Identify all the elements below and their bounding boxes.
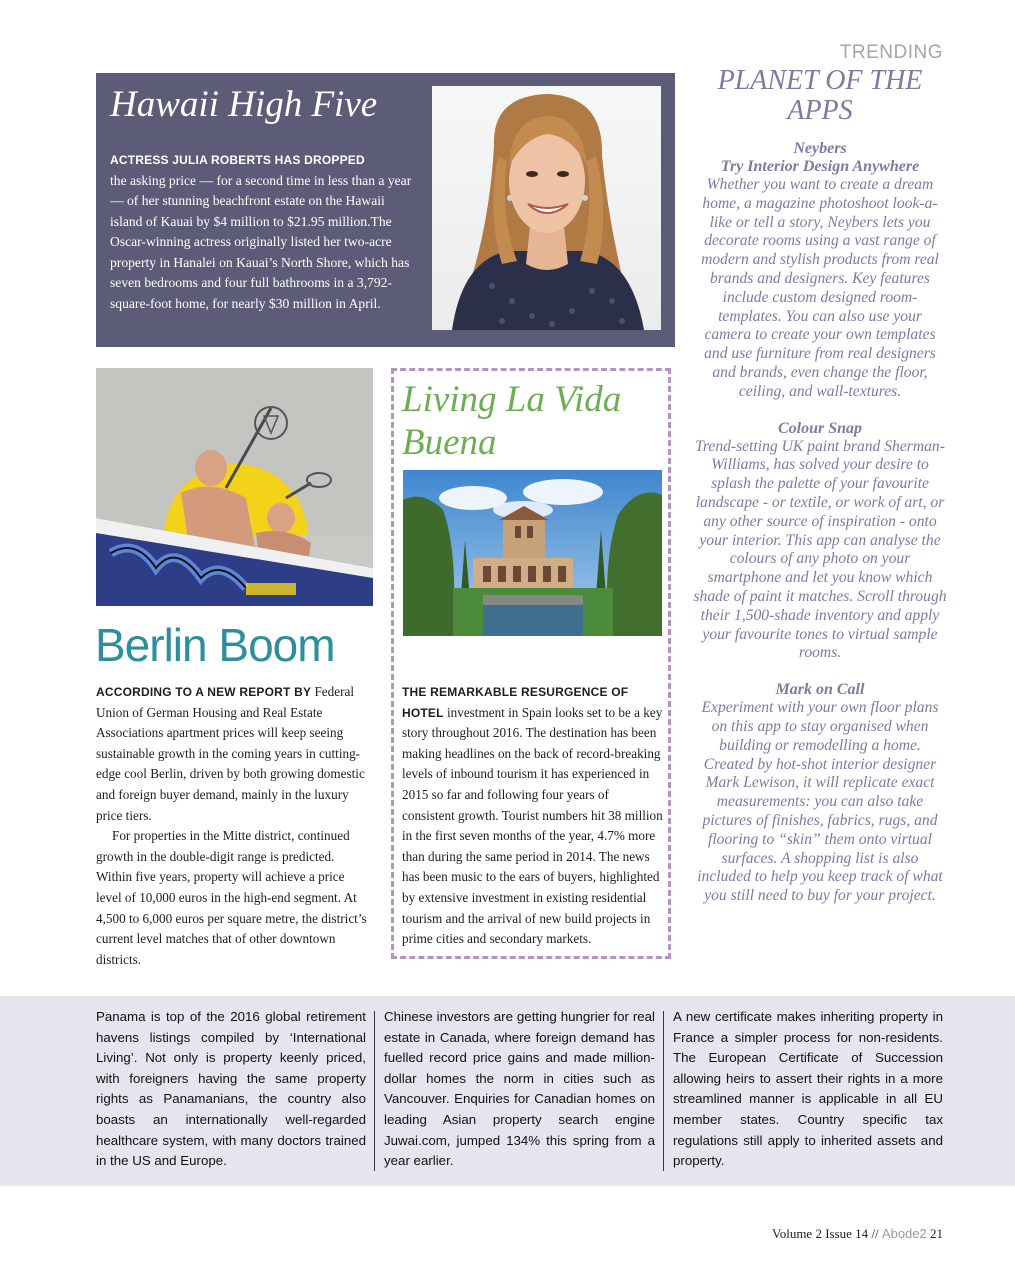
apps-column (693, 66, 947, 924)
berlin-para-2: For properties in the Mitte district, continued growth in the double-digit range is predicted. Within five years, property will achieve a price level of 10,000 euros in the high-end segment. At 4,500 to 6,000 euros per square metre, the district’s current level matches that of other downtown districts. (96, 828, 367, 967)
brief-canada: Chinese investors are getting hungrier for real estate in Canada, where foreign demand has fuelled record price gains and made million-dollar homes the norm in cities such as Vancouver. Enquiries for Canadian homes on leading Asian property search engine Juwai.com, jumped 134% this spring from a year earlier. (384, 1009, 655, 1169)
vida-article (402, 682, 664, 950)
hawaii-title: Hawaii High Five (110, 84, 378, 125)
vida-lead: THE REMARKABLE RESURGENCE OF HOTEL (402, 685, 629, 720)
berlin-title: Berlin Boom (95, 619, 335, 671)
portrait-photo (432, 86, 661, 330)
section-label: TRENDING (839, 42, 943, 63)
app-subtitle-neybers: Try Interior Design Anywhere (720, 158, 920, 175)
app-name-mark-on-call: Mark on Call (775, 681, 865, 699)
magazine-name: Abode2 (881, 1226, 927, 1241)
hawaii-article (110, 150, 412, 314)
alhambra-photo (403, 470, 662, 636)
app-body-neybers: Whether you want to create a dream home, a magazine photoshoot look-a-like or tell a story, Neybers lets you decorate rooms using a vast range of modern and stylish products from real brands and designers. Key features include custom designed room-templates. You can also use your camera to create your own templates and use furniture from real designers and brands, even change the floor, ceiling, and wall-textures. (701, 176, 939, 400)
app-name-colour-snap: Colour Snap (777, 419, 863, 437)
vida-body: investment in Spain looks set to be a key story throughout 2016. The destination has been making headlines on the back of record-breaking levels of inbound tourism it has experienced in 2015 so far and following four years of consistent growth. Tourist numbers hit 38 million in the first seven months of the year, 4.7% more than during the same period in 2014. The news has been music to the ears of buyers, highlighted by extensive investment in existing residential tourism and the arrival of new build projects in prime cities and secondary markets. (402, 704, 663, 947)
hawaii-body: the asking price — for a second time in less than a year — of her stunning beachfront estate on the Hawaii island of Kauai by $4 million to $21.95 million.The Oscar-winning actress originally listed her two-acre property in Hanalei on Kauai’s North Shore, which has seven bedrooms and four full bathrooms in a 3,792-square-foot home, for nearly $30 million in April. (110, 172, 412, 311)
portrait-image (432, 86, 661, 330)
vida-title: Living La Vida Buena (402, 379, 622, 463)
app-name-neybers: Neybers (793, 140, 847, 157)
column-divider (374, 1011, 375, 1171)
column-divider (663, 1011, 664, 1171)
app-body-mark-on-call: Experiment with your own floor plans on this app to stay organised when building or remodelling a home. Created by hot-shot interior designer Mark Lewison, it will replicate exact measurements: you can also take pictures of finishes, fabrics, rugs, and flooring to “skin” them onto virtual surfaces. A shopping list is also included to help you keep track of what you still need to buy for your project. (697, 699, 943, 905)
page-footer (772, 1226, 943, 1242)
berlin-mural-photo (96, 368, 373, 606)
berlin-para-1 (96, 682, 372, 826)
brief-france: A new certificate makes inheriting property in France a simpler process for non-residents. The European Certificate of Succession allowing heirs to assert their rights in a more streamlined manner is applicable in all EU member states. Country specific tax regulations still apply to inherited assets and property. (673, 1009, 943, 1169)
app-body-colour-snap: Trend-setting UK paint brand Sherman-Williams, has solved your desire to splash the palette of your favourite landscape - or textile, or work of art, or any other source of inspiration - onto your interior. This app can analyse the colours of any photo on your smartphone and let you know which shade of paint it matches. Scroll through their 1,500-shade inventory and apply your favourite tones to virtual sample rooms. (693, 437, 947, 662)
hawaii-feature-box (96, 73, 675, 347)
issue-label: Volume 2 Issue 14 (772, 1226, 869, 1241)
hawaii-lead: ACTRESS JULIA ROBERTS HAS DROPPED (110, 153, 365, 167)
berlin-article (96, 682, 372, 970)
footer-separator: // (868, 1226, 882, 1241)
brief-panama: Panama is top of the 2016 global retirement havens listings compiled by ‘International Living’. Not only is property keenly priced, with foreigners having the same property rights as Panamanians, the country also boasts an internationally well-regarded healthcare system, with many doctors trained in the US and Europe. (96, 1009, 366, 1169)
page-number: 21 (926, 1226, 943, 1241)
apps-title: PLANET OF THE APPS (717, 65, 923, 126)
berlin-para-1-body: Federal Union of German Housing and Real Estate Associations apartment prices will keep seeing sustainable growth in the coming years in cutting-edge cool Berlin, driven by both growing domestic and foreign buyer demand, mainly in the luxury price tiers. (96, 684, 365, 823)
berlin-lead: ACCORDING TO A NEW REPORT BY (96, 685, 312, 699)
